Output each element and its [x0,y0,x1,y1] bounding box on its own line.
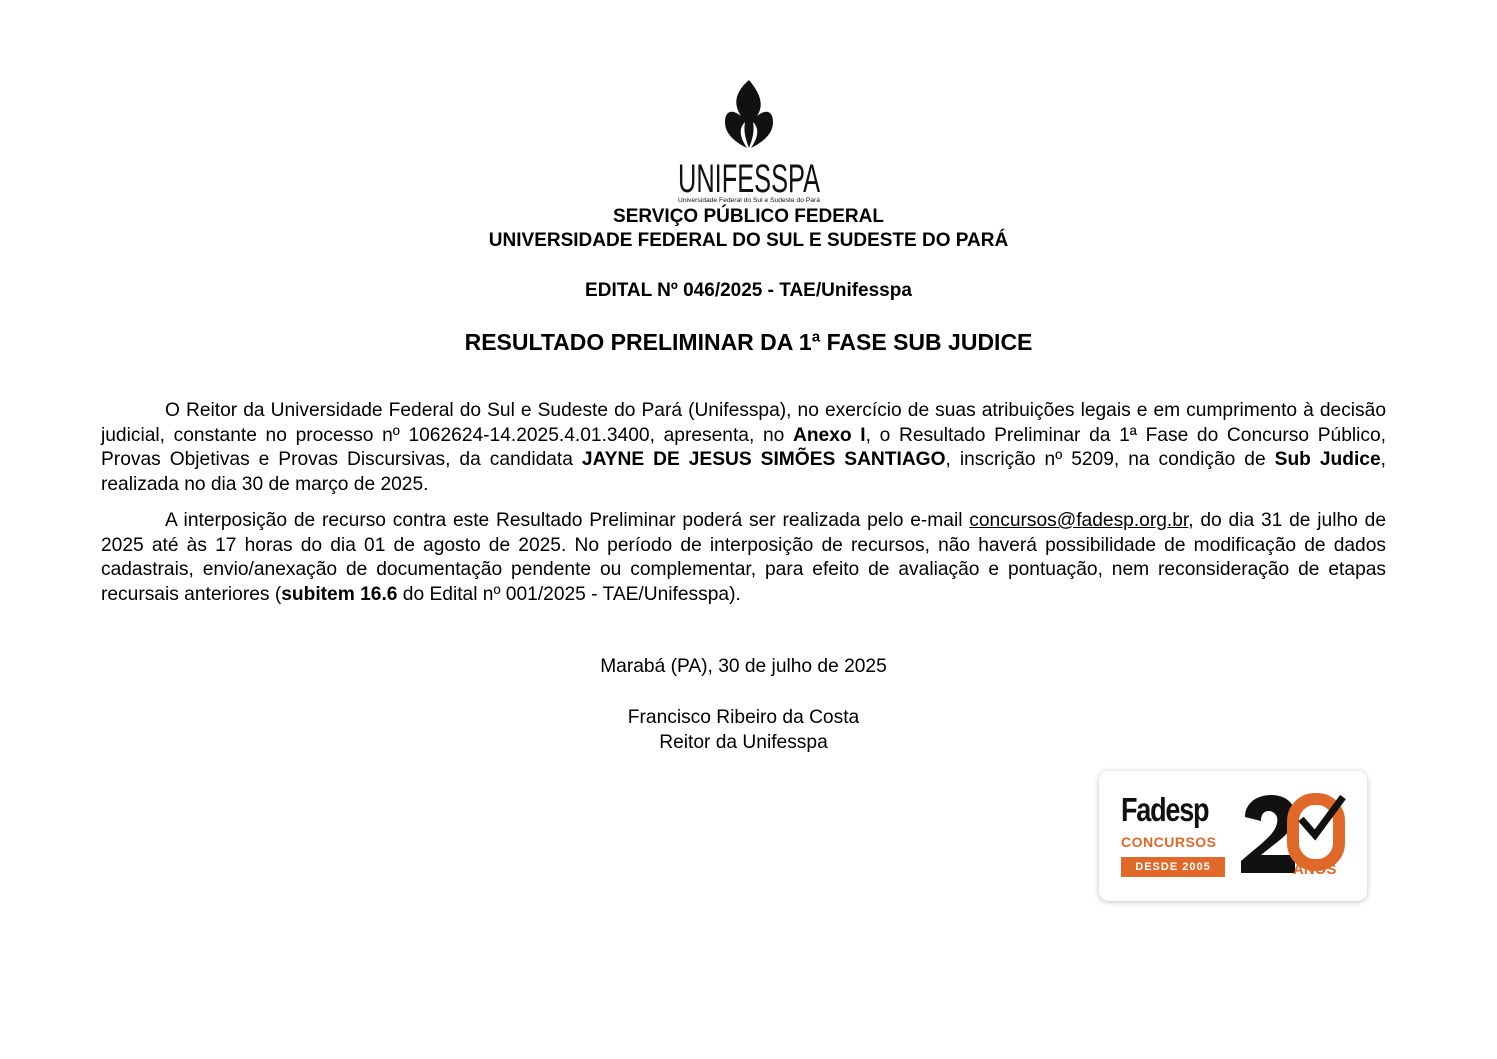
p2-bold-subitem: subitem 16.6 [281,583,398,605]
email-link[interactable]: concursos@fadesp.org.br [969,510,1189,531]
paragraph-1 [101,399,1386,497]
p1-text-3: , inscrição nº 5209, na condição de [945,449,1275,470]
logo-name: UNIFESSPA [677,157,820,201]
paragraph-2 [101,509,1386,607]
p1-bold-subjudice: Sub Judice [1274,449,1381,470]
signature-block [0,706,1487,755]
signer-role: Reitor da Unifesspa [659,731,828,753]
fadesp-logo-card [1099,771,1367,901]
p1-text-2: , o Resultado Preliminar da 1ª Fase do Concurso Público, Provas Objetivas e Provas Discursivas, da candidata [101,424,1386,470]
document-title: RESULTADO PRELIMINAR DA 1ª FASE SUB JUDICE [464,329,1033,355]
fadesp-name: Fadesp [1121,791,1209,828]
p1-text-1: O Reitor da Universidade Federal do Sul e Sudeste do Pará (Unifesspa), no exercício de suas atribuições legais e em cumprimento à decisão judicial, constante no processo nº 1062624-14.2025.4.01.3400, apresenta, no [101,400,1386,446]
p2-text-1: A interposição de recurso contra este Resultado Preliminar poderá ser realizada pelo e-mail [165,510,970,531]
p1-text-4: , realizada no dia 30 de março de 2025. [101,449,1386,495]
p2-text-2: , do dia 31 de julho de 2025 até às 17 horas do dia 01 de agosto de 2025. No período de interposição de recursos, não haverá possibilidade de modificação de dados cadastrais, envio/anexação de documentação pendente ou complementar, para efeito de avaliação e pontuação, nem reconsideração de etapas recursais anteriores ( [101,510,1386,605]
fadesp-concursos: CONCURSOS [1121,834,1217,850]
p1-bold-candidate: JAYNE DE JESUS SIMÕES SANTIAGO [581,449,946,470]
edital-number: EDITAL Nº 046/2025 - TAE/Unifesspa [585,280,912,301]
p2-text-3: do Edital nº 001/2025 - TAE/Unifesspa). [397,583,741,605]
logo-tagline: Universidade Federal do Sul e Sudeste do Pará [677,197,820,204]
header-line-1: SERVIÇO PÚBLICO FEDERAL [613,206,884,227]
fadesp-desde-badge: DESDE 2005 [1121,857,1225,877]
fadesp-anos: ANOS [1293,861,1337,878]
document-body [101,399,1386,619]
header-line-2: UNIVERSIDADE FEDERAL DO SUL E SUDESTE DO PARÁ [488,230,1009,251]
flame-icon [669,78,829,204]
unifesspa-logo [0,78,1497,204]
signer-name: Francisco Ribeiro da Costa [627,707,860,728]
place-date: Marabá (PA), 30 de julho de 2025 [600,656,887,677]
p1-bold-anexo: Anexo I [792,424,866,446]
document-header [0,205,1497,253]
